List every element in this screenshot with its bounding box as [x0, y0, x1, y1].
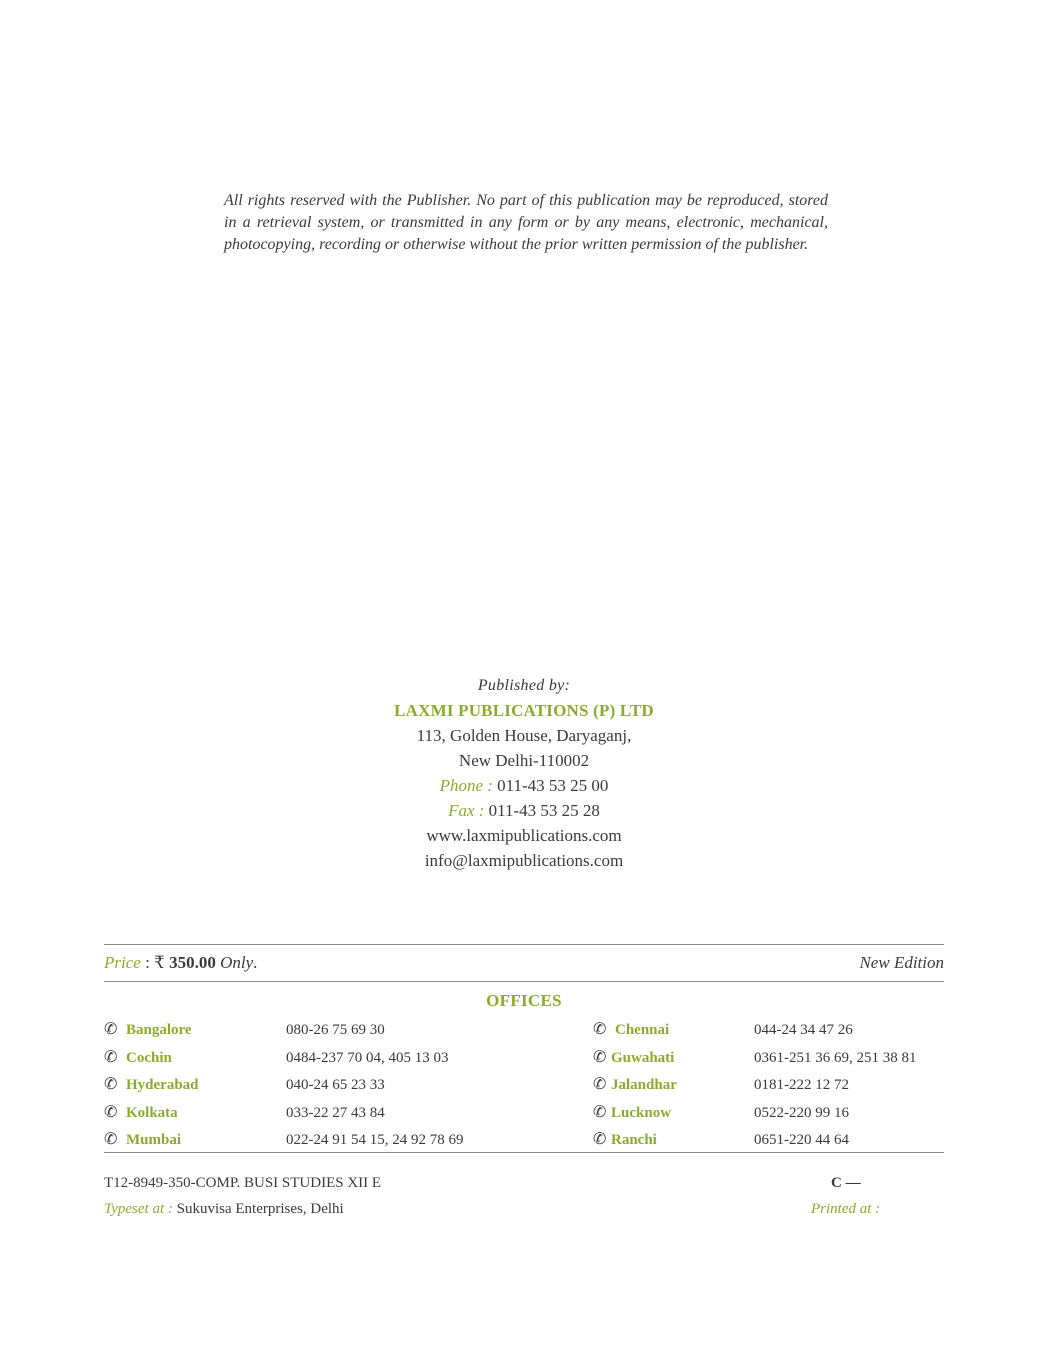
bottom-rule	[104, 1152, 944, 1153]
office-item	[593, 1103, 944, 1123]
office-city: Chennai	[615, 1022, 670, 1038]
phone-handset-icon: ✆	[104, 1131, 118, 1148]
office-item	[593, 1020, 944, 1040]
office-item	[593, 1048, 944, 1068]
office-city: Bangalore	[126, 1022, 192, 1038]
price-suffix: Only	[215, 953, 254, 972]
office-phone: 044-24 34 47 26	[754, 1022, 853, 1038]
office-city: Kolkata	[126, 1105, 178, 1121]
price-period: .	[253, 953, 258, 972]
offices-title: OFFICES	[486, 991, 562, 1010]
office-city: Ranchi	[611, 1132, 657, 1148]
office-item	[593, 1130, 944, 1150]
typeset-line	[104, 1199, 344, 1219]
book-code: T12-8949-350-COMP. BUSI STUDIES XII E	[104, 1175, 382, 1191]
office-city: Guwahati	[611, 1050, 675, 1066]
office-city: Mumbai	[126, 1132, 182, 1148]
phone-line	[0, 773, 1048, 798]
phone-handset-icon: ✆	[593, 1076, 607, 1093]
office-city: Hyderabad	[126, 1077, 199, 1093]
fax-value: 011-43 53 25 28	[484, 801, 600, 820]
address-line-2: New Delhi-110002	[458, 751, 590, 770]
publisher-block	[0, 673, 1048, 873]
office-phone: 033-22 27 43 84	[286, 1105, 385, 1121]
office-item	[104, 1103, 524, 1123]
published-by-label: Published by:	[477, 677, 571, 694]
phone-handset-icon: ✆	[104, 1076, 118, 1093]
fax-label: Fax :	[448, 801, 485, 820]
edition: New Edition	[859, 953, 944, 972]
phone-label: Phone :	[439, 776, 493, 795]
phone-handset-icon: ✆	[593, 1021, 607, 1038]
office-phone: 0361-251 36 69, 251 38 81	[754, 1050, 917, 1066]
phone-handset-icon: ✆	[593, 1049, 607, 1066]
office-item	[104, 1020, 524, 1040]
office-phone: 080-26 75 69 30	[286, 1022, 385, 1038]
office-city: Lucknow	[611, 1105, 672, 1121]
office-phone: 0651-220 44 64	[754, 1132, 849, 1148]
phone-handset-icon: ✆	[104, 1021, 118, 1038]
office-phone: 0181-222 12 72	[754, 1077, 849, 1093]
price	[104, 952, 257, 974]
address-line-1: 113, Golden House, Daryaganj,	[416, 726, 632, 745]
office-city: Jalandhar	[611, 1077, 677, 1093]
phone-value: 011-43 53 25 00	[492, 776, 609, 795]
rights-notice: All rights reserved with the Publisher. No part of this publication may be reproduced, stored in a retrieval system, or transmitted in any form or by any means, electronic, mechanical, photocopying, recording or otherwise without the prior written permission of the publisher.	[224, 192, 828, 253]
office-phone: 0484-237 70 04, 405 13 03	[286, 1050, 449, 1066]
office-phone: 040-24 65 23 33	[286, 1077, 385, 1093]
price-separator: : ₹	[140, 953, 170, 972]
phone-handset-icon: ✆	[593, 1104, 607, 1121]
phone-handset-icon: ✆	[104, 1049, 118, 1066]
website[interactable]: www.laxmipublications.com	[426, 826, 622, 845]
office-item	[104, 1075, 524, 1095]
typeset-label: Typeset at :	[104, 1201, 173, 1217]
top-rule	[104, 944, 944, 945]
fax-line	[0, 798, 1048, 823]
phone-handset-icon: ✆	[104, 1104, 118, 1121]
office-item	[104, 1130, 524, 1150]
office-city: Cochin	[126, 1050, 172, 1066]
office-phone: 0522-220 99 16	[754, 1105, 849, 1121]
phone-handset-icon: ✆	[593, 1131, 607, 1148]
price-label: Price	[104, 953, 141, 972]
price-amount: 350.00	[169, 953, 216, 972]
email[interactable]: info@laxmipublications.com	[424, 851, 624, 870]
middle-rule	[104, 981, 944, 982]
office-item	[104, 1048, 524, 1068]
publisher-name: LAXMI PUBLICATIONS (P) LTD	[394, 701, 654, 720]
office-phone: 022-24 91 54 15, 24 92 78 69	[286, 1132, 464, 1148]
printed-at-label: Printed at :	[811, 1201, 881, 1217]
typeset-value: Sukuvisa Enterprises, Delhi	[172, 1201, 344, 1217]
office-item	[593, 1075, 944, 1095]
c-mark: C —	[831, 1175, 861, 1191]
